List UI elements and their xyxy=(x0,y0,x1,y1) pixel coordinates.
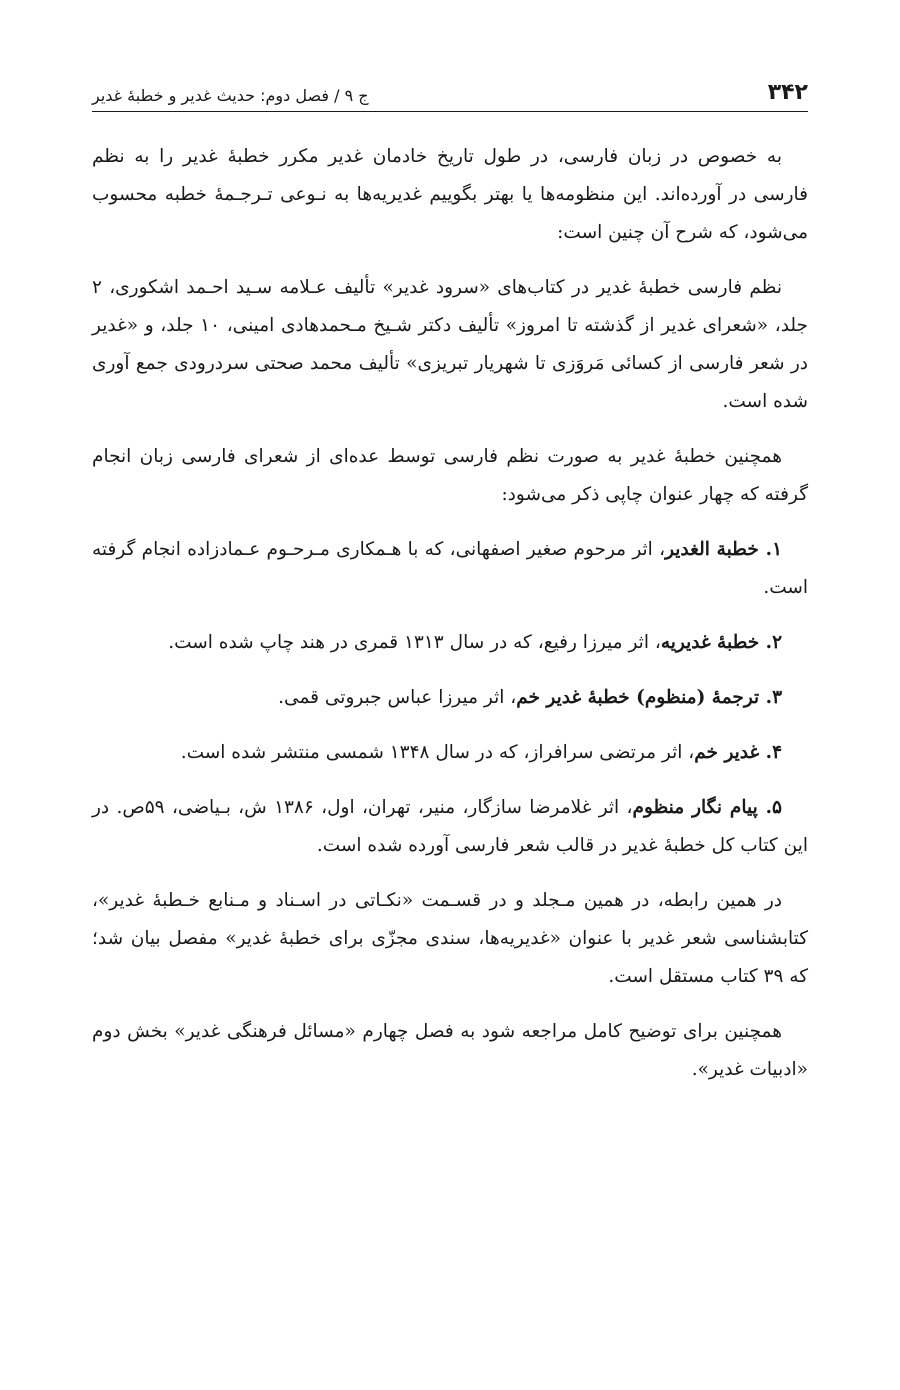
list-item-text: ، اثر مرحوم صغیر اصفهانی، که با هـمکاری مـرحـوم عـمادزاده انجام گرفته است. xyxy=(92,539,808,598)
list-item-title: ۳. ترجمهٔ (منظوم) خطبهٔ غدیر خم xyxy=(516,687,782,708)
list-item xyxy=(92,531,808,607)
paragraph: نظم فارسی خطبهٔ غدیر در کتاب‌های «سرود غدیر» تألیف عـلامه سـید احـمد اشکوری، ۲ جلد، «شعرای غدیر از گذشته تا امروز» تألیف دکتر شـیخ مـحمدهادی امینی، ۱۰ جلد، و «غدیر در شعر فارسی از کسائی مَروَزی تا شهریار تبریزی» تألیف محمد صحتی سردرودی جمع آوری شده است. xyxy=(92,277,808,412)
list-item-text: ، اثر غلامرضا سازگار، منیر، تهران، اول، ۱۳۸۶ ش، بـیاضی، ۵۹ص. در این کتاب کل خطبهٔ غدیر در قالب شعر فارسی آورده شده است. xyxy=(92,797,808,856)
list-item-title: ۱. خطبة الغدیر xyxy=(665,539,782,560)
list-item-title: ۵. پیام نگار منظوم xyxy=(632,797,782,818)
list-item xyxy=(92,734,808,772)
page-number: ۳۴۲ xyxy=(767,80,808,105)
list-item xyxy=(92,679,808,717)
list-item-text: ، اثر میرزا عباس جبروتی قمی. xyxy=(278,687,517,708)
page xyxy=(92,60,808,1106)
list-item-title: ۴. غدیر خم xyxy=(694,742,782,763)
list-item xyxy=(92,624,808,662)
list-item-text: ، اثر میرزا رفیع، که در سال ۱۳۱۳ قمری در هند چاپ شده است. xyxy=(168,632,661,653)
paragraph: همچنین خطبهٔ غدیر به صورت نظم فارسی توسط عده‌ای از شعرای فارسی زبان انجام گرفته که چهار عنوان چاپی ذکر می‌شود: xyxy=(92,446,808,505)
running-head: ج ۹ / فصل دوم: حدیث غدیر و خطبهٔ غدیر xyxy=(92,86,369,105)
page-header xyxy=(92,60,808,112)
page-body xyxy=(92,138,808,1089)
list-item-title: ۲. خطبهٔ غدیریه xyxy=(660,632,782,653)
list-item-text: ، اثر مرتضی سرافراز، که در سال ۱۳۴۸ شمسی منتشر شده است. xyxy=(180,742,695,763)
list-item xyxy=(92,789,808,865)
paragraph: به خصوص در زبان فارسی، در طول تاریخ خادمان غدیر مکرر خطبهٔ غدیر را به نظم فارسی در آورده‌اند. این منظومه‌ها یا بهتر بگوییم غدیریه‌ها به نـوعی تـرجـمهٔ خطبه محسوب می‌شود، که شرح آن چنین است: xyxy=(92,146,808,243)
paragraph: همچنین برای توضیح کامل مراجعه شود به فصل چهارم «مسائل فرهنگی غدیر» بخش دوم «ادبیات غدیر». xyxy=(92,1021,808,1080)
paragraph: در همین رابطه، در همین مـجلد و در قسـمت «نکـاتی در اسـناد و مـنابع خـطبهٔ غدیر»، کتابشناسی شعر غدیر با عنوان «غدیریه‌ها، سندی مجزّی برای خطبهٔ غدیر» مفصل بیان شد؛ که ۳۹ کتاب مستقل است. xyxy=(92,890,808,987)
